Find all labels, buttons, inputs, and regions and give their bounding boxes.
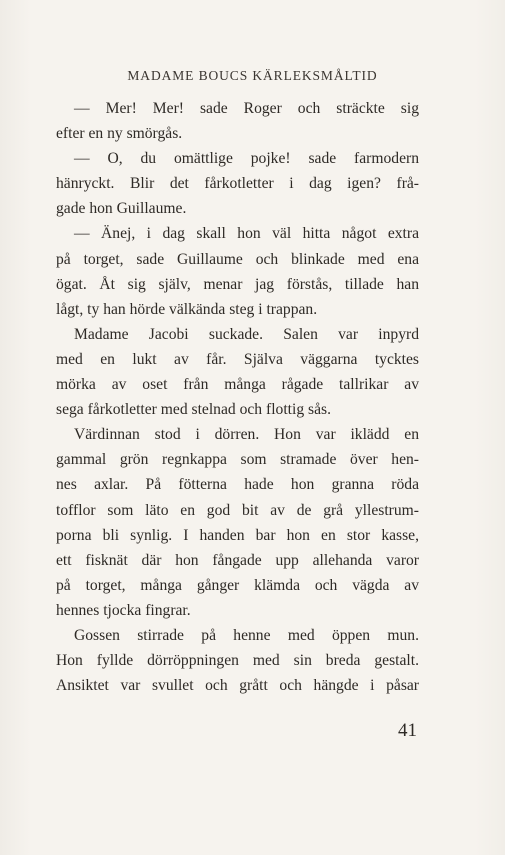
text-line: lågt, ty han hörde välkända steg i trappan.	[56, 300, 318, 318]
text-line: ögat. Åt sig själv, menar jag förstås, tillade han	[56, 275, 419, 293]
text-line: tofflor som läto en god bit av de grå yllestrum-	[56, 501, 419, 519]
text-line: — Änej, i dag skall hon väl hitta något extra	[74, 225, 419, 243]
text-line: efter en ny smörgås.	[56, 125, 183, 143]
text-line: gade hon Guillaume.	[56, 200, 187, 218]
text-line: mörka av oset från många rågade tallrikar av	[56, 376, 419, 394]
text-line: hennes tjocka fingrar.	[56, 601, 191, 619]
text-line: Madame Jacobi suckade. Salen var inpyrd	[74, 325, 419, 343]
text-line: Ansiktet var svullet och grått och hängde i påsar	[56, 677, 419, 695]
text-line: hänryckt. Blir det fårkotletter i dag igen? frå-	[56, 175, 419, 193]
running-head: MADAME BOUCS KÄRLEKSMÅLTID	[127, 68, 378, 83]
body-text	[56, 96, 419, 698]
text-line: på torget, många gånger klämda och vägda av	[56, 576, 419, 594]
page-number: 41	[398, 720, 417, 741]
text-line: — Mer! Mer! sade Roger och sträckte sig	[74, 100, 419, 117]
text-line: med en lukt av får. Själva väggarna tycktes	[56, 350, 419, 368]
text-line: gammal grön regnkappa som stramade över hen-	[56, 451, 419, 469]
text-line: — O, du omättlige pojke! sade farmodern	[74, 150, 419, 168]
text-line: Värdinnan stod i dörren. Hon var iklädd en	[74, 426, 419, 444]
text-line: på torget, sade Guillaume och blinkade med ena	[56, 250, 419, 268]
text-line: Gossen stirrade på henne med öppen mun.	[74, 626, 419, 644]
text-line: ett fisknät där hon fångade upp allehanda varor	[56, 551, 419, 569]
text-line: sega fårkotletter med stelnad och flottig sås.	[56, 401, 331, 419]
text-line: Hon fyllde dörröppningen med sin breda gestalt.	[56, 652, 419, 670]
text-line: nes axlar. På fötterna hade hon granna röda	[56, 476, 419, 494]
text-line: porna bli synlig. I handen bar hon en stor kasse,	[56, 526, 419, 544]
